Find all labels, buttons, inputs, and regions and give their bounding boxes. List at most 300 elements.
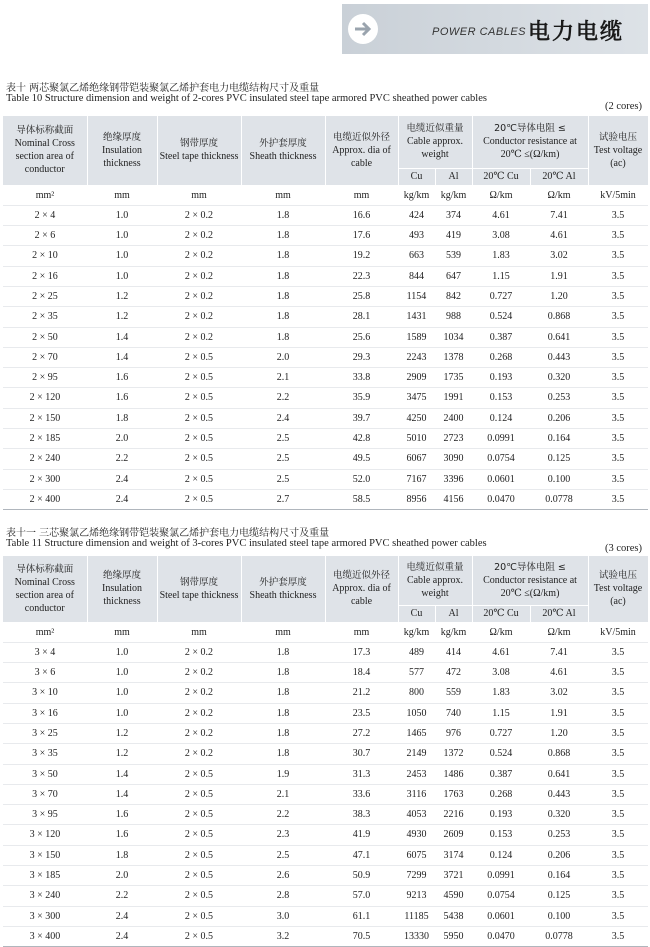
cell-weight-cu: 3116 <box>398 784 435 804</box>
cell-weight-al: 4590 <box>435 886 472 906</box>
cell-resistance-cu: 0.268 <box>472 784 530 804</box>
table-row <box>3 784 648 804</box>
cell-resistance-al: 0.641 <box>530 327 588 347</box>
cell-resistance-al: 0.443 <box>530 784 588 804</box>
cell-insulation: 2.0 <box>87 866 157 886</box>
cell-test-voltage: 3.5 <box>588 266 648 286</box>
cell-resistance-al: 0.0778 <box>530 489 588 509</box>
cell-sheath: 3.0 <box>241 906 325 926</box>
table-row <box>3 723 648 743</box>
cell-cross-section: 3 × 25 <box>3 723 87 743</box>
cell-weight-cu: 2453 <box>398 764 435 784</box>
cell-cross-section: 3 × 10 <box>3 683 87 703</box>
cell-resistance-cu: 1.83 <box>472 683 530 703</box>
table11 <box>3 556 649 947</box>
cell-resistance-al: 0.253 <box>530 388 588 408</box>
cell-test-voltage: 3.5 <box>588 307 648 327</box>
cell-weight-al: 976 <box>435 723 472 743</box>
header-weight-al: Al <box>435 605 472 622</box>
cell-steel-tape: 2 × 0.5 <box>157 449 241 469</box>
table-row <box>3 408 648 428</box>
cell-cross-section: 2 × 240 <box>3 449 87 469</box>
cell-sheath: 2.5 <box>241 429 325 449</box>
cell-weight-cu: 7299 <box>398 866 435 886</box>
cell-weight-cu: 493 <box>398 226 435 246</box>
cell-test-voltage: 3.5 <box>588 784 648 804</box>
cell-diameter: 50.9 <box>325 866 398 886</box>
cell-sheath: 1.8 <box>241 663 325 683</box>
cell-weight-al: 842 <box>435 286 472 306</box>
cell-sheath: 2.7 <box>241 489 325 509</box>
table-row <box>3 266 648 286</box>
cell-steel-tape: 2 × 0.5 <box>157 489 241 509</box>
cell-test-voltage: 3.5 <box>588 449 648 469</box>
cell-sheath: 3.2 <box>241 926 325 946</box>
cell-diameter: 38.3 <box>325 805 398 825</box>
cell-weight-cu: 11185 <box>398 906 435 926</box>
unit-resistance-al: Ω/km <box>547 626 571 638</box>
cell-diameter: 61.1 <box>325 906 398 926</box>
cell-insulation: 1.2 <box>87 307 157 327</box>
cell-resistance-al: 7.41 <box>530 642 588 662</box>
header-sheath-thickness: 外护套厚度 Sheath thickness <box>241 116 325 185</box>
cell-resistance-cu: 4.61 <box>472 642 530 662</box>
cell-cross-section: 3 × 185 <box>3 866 87 886</box>
cell-diameter: 31.3 <box>325 764 398 784</box>
cell-steel-tape: 2 × 0.2 <box>157 246 241 266</box>
table-row <box>3 906 648 926</box>
cell-insulation: 1.0 <box>87 703 157 723</box>
cell-weight-al: 1378 <box>435 347 472 367</box>
cell-test-voltage: 3.5 <box>588 388 648 408</box>
cell-test-voltage: 3.5 <box>588 703 648 723</box>
cell-resistance-cu: 1.15 <box>472 266 530 286</box>
cell-resistance-al: 3.02 <box>530 246 588 266</box>
cell-insulation: 1.0 <box>87 266 157 286</box>
cell-diameter: 30.7 <box>325 744 398 764</box>
cell-resistance-cu: 0.0470 <box>472 926 530 946</box>
cell-resistance-al: 0.253 <box>530 825 588 845</box>
table-row <box>3 226 648 246</box>
cell-sheath: 1.8 <box>241 744 325 764</box>
cell-cross-section: 3 × 6 <box>3 663 87 683</box>
cell-cross-section: 3 × 4 <box>3 642 87 662</box>
header-nominal-cross-section: 导体标称截面 Nominal Cross section area of conductor <box>3 556 87 622</box>
cell-test-voltage: 3.5 <box>588 368 648 388</box>
cell-insulation: 1.0 <box>87 683 157 703</box>
cell-insulation: 1.4 <box>87 784 157 804</box>
cell-resistance-al: 1.91 <box>530 703 588 723</box>
cell-resistance-al: 0.641 <box>530 764 588 784</box>
cell-cross-section: 3 × 400 <box>3 926 87 946</box>
cell-weight-al: 2216 <box>435 805 472 825</box>
unit-steel-tape: mm <box>191 626 207 638</box>
cell-steel-tape: 2 × 0.5 <box>157 926 241 946</box>
cell-test-voltage: 3.5 <box>588 886 648 906</box>
cell-weight-cu: 424 <box>398 205 435 225</box>
cell-resistance-cu: 4.61 <box>472 205 530 225</box>
cell-weight-al: 539 <box>435 246 472 266</box>
unit-insulation: mm <box>114 626 130 638</box>
table-row <box>3 205 648 225</box>
cell-diameter: 17.3 <box>325 642 398 662</box>
cell-resistance-cu: 0.727 <box>472 286 530 306</box>
cell-insulation: 2.2 <box>87 449 157 469</box>
cell-resistance-al: 1.20 <box>530 723 588 743</box>
cell-sheath: 1.8 <box>241 246 325 266</box>
cell-steel-tape: 2 × 0.5 <box>157 784 241 804</box>
cell-sheath: 2.4 <box>241 408 325 428</box>
cell-resistance-al: 0.868 <box>530 307 588 327</box>
unit-test-voltage: kV/5min <box>600 189 636 201</box>
cell-resistance-al: 0.868 <box>530 744 588 764</box>
cell-weight-al: 3721 <box>435 866 472 886</box>
header-steel-tape-thickness: 钢带厚度 Steel tape thickness <box>157 556 241 622</box>
cell-resistance-cu: 0.387 <box>472 327 530 347</box>
cell-weight-cu: 800 <box>398 683 435 703</box>
cell-sheath: 1.8 <box>241 327 325 347</box>
cell-test-voltage: 3.5 <box>588 723 648 743</box>
cell-sheath: 2.1 <box>241 368 325 388</box>
cell-steel-tape: 2 × 0.2 <box>157 307 241 327</box>
cell-sheath: 2.2 <box>241 388 325 408</box>
cell-sheath: 1.8 <box>241 723 325 743</box>
table-row <box>3 663 648 683</box>
table-row <box>3 805 648 825</box>
table-row <box>3 388 648 408</box>
cell-test-voltage: 3.5 <box>588 286 648 306</box>
cell-steel-tape: 2 × 0.2 <box>157 205 241 225</box>
table-row <box>3 368 648 388</box>
cell-diameter: 23.5 <box>325 703 398 723</box>
cell-insulation: 1.4 <box>87 327 157 347</box>
cell-sheath: 1.8 <box>241 307 325 327</box>
header-insulation-thickness: 绝缘厚度 Insulation thickness <box>87 556 157 622</box>
header-resistance-al: 20℃ Al <box>530 168 588 185</box>
table11-cores-label: (3 cores) <box>604 543 642 554</box>
cell-weight-cu: 1589 <box>398 327 435 347</box>
unit-weight-cu: kg/km <box>403 189 430 201</box>
cell-test-voltage: 3.5 <box>588 429 648 449</box>
cell-diameter: 17.6 <box>325 226 398 246</box>
cell-resistance-cu: 1.83 <box>472 246 530 266</box>
cell-resistance-cu: 0.524 <box>472 744 530 764</box>
cell-resistance-cu: 0.0601 <box>472 469 530 489</box>
cell-resistance-al: 1.20 <box>530 286 588 306</box>
header-weight-cu: Cu <box>398 605 435 622</box>
cell-resistance-cu: 0.0991 <box>472 429 530 449</box>
header-conductor-resistance: 20℃导体电阻 ≤ Conductor resistance at 20℃ ≤(Ω/km) <box>472 116 588 168</box>
cell-resistance-al: 0.125 <box>530 449 588 469</box>
cell-steel-tape: 2 × 0.5 <box>157 906 241 926</box>
cell-steel-tape: 2 × 0.5 <box>157 388 241 408</box>
unit-steel-tape: mm <box>191 189 207 201</box>
cell-test-voltage: 3.5 <box>588 408 648 428</box>
cell-weight-al: 1372 <box>435 744 472 764</box>
cell-diameter: 42.8 <box>325 429 398 449</box>
cell-test-voltage: 3.5 <box>588 845 648 865</box>
cell-diameter: 22.3 <box>325 266 398 286</box>
cell-cross-section: 3 × 50 <box>3 764 87 784</box>
table10-caption-en: Table 10 Structure dimension and weight of 2-cores PVC insulated steel tape armored PVC sheathed power cables <box>6 93 487 104</box>
cell-cross-section: 2 × 70 <box>3 347 87 367</box>
table-row <box>3 347 648 367</box>
cell-steel-tape: 2 × 0.2 <box>157 327 241 347</box>
header-conductor-resistance: 20℃导体电阻 ≤ Conductor resistance at 20℃ ≤(Ω/km) <box>472 556 588 605</box>
cell-resistance-cu: 0.193 <box>472 368 530 388</box>
cell-insulation: 2.4 <box>87 489 157 509</box>
cell-steel-tape: 2 × 0.2 <box>157 703 241 723</box>
cell-cross-section: 2 × 35 <box>3 307 87 327</box>
header-test-voltage: 试验电压 Test voltage (ac) <box>588 116 648 185</box>
cell-diameter: 18.4 <box>325 663 398 683</box>
cell-weight-cu: 844 <box>398 266 435 286</box>
cell-test-voltage: 3.5 <box>588 866 648 886</box>
table10 <box>3 116 649 510</box>
cell-weight-al: 2400 <box>435 408 472 428</box>
cell-sheath: 2.1 <box>241 784 325 804</box>
cell-diameter: 47.1 <box>325 845 398 865</box>
cell-sheath: 1.8 <box>241 642 325 662</box>
table-row <box>3 926 648 946</box>
cell-resistance-al: 0.0778 <box>530 926 588 946</box>
cell-weight-al: 3396 <box>435 469 472 489</box>
cell-sheath: 2.0 <box>241 347 325 367</box>
cell-resistance-al: 0.206 <box>530 845 588 865</box>
table-row <box>3 683 648 703</box>
cell-insulation: 1.0 <box>87 663 157 683</box>
cell-steel-tape: 2 × 0.2 <box>157 226 241 246</box>
cell-resistance-al: 0.164 <box>530 866 588 886</box>
cell-diameter: 41.9 <box>325 825 398 845</box>
cell-resistance-cu: 0.0991 <box>472 866 530 886</box>
table-row <box>3 703 648 723</box>
cell-sheath: 1.8 <box>241 683 325 703</box>
unit-diameter: mm <box>353 626 370 638</box>
unit-diameter: mm <box>353 189 370 201</box>
table11-caption-en: Table 11 Structure dimension and weight of 3-cores PVC insulated steel tape armored PVC sheathed power cables <box>6 538 487 549</box>
table-row <box>3 307 648 327</box>
cell-steel-tape: 2 × 0.5 <box>157 805 241 825</box>
cell-weight-al: 3174 <box>435 845 472 865</box>
cell-cross-section: 2 × 400 <box>3 489 87 509</box>
cell-test-voltage: 3.5 <box>588 764 648 784</box>
cell-sheath: 1.9 <box>241 764 325 784</box>
cell-weight-cu: 4930 <box>398 825 435 845</box>
cell-weight-cu: 3475 <box>398 388 435 408</box>
cell-steel-tape: 2 × 0.2 <box>157 723 241 743</box>
cell-resistance-al: 0.206 <box>530 408 588 428</box>
cell-cross-section: 3 × 16 <box>3 703 87 723</box>
cell-steel-tape: 2 × 0.5 <box>157 845 241 865</box>
cell-diameter: 57.0 <box>325 886 398 906</box>
cell-weight-al: 740 <box>435 703 472 723</box>
cell-weight-al: 647 <box>435 266 472 286</box>
cell-resistance-cu: 0.0601 <box>472 906 530 926</box>
cell-sheath: 2.5 <box>241 845 325 865</box>
cell-resistance-al: 4.61 <box>530 226 588 246</box>
cell-sheath: 1.8 <box>241 703 325 723</box>
cell-cross-section: 2 × 50 <box>3 327 87 347</box>
cell-test-voltage: 3.5 <box>588 642 648 662</box>
cell-steel-tape: 2 × 0.5 <box>157 886 241 906</box>
cell-weight-al: 1034 <box>435 327 472 347</box>
cell-resistance-al: 0.125 <box>530 886 588 906</box>
cell-diameter: 58.5 <box>325 489 398 509</box>
cell-sheath: 1.8 <box>241 266 325 286</box>
cell-steel-tape: 2 × 0.5 <box>157 408 241 428</box>
cell-weight-al: 472 <box>435 663 472 683</box>
table-row <box>3 744 648 764</box>
table10-caption-cn: 表十 两芯聚氯乙烯绝缘钢带铠装聚氯乙烯护套电力电缆结构尺寸及重量 <box>6 83 320 94</box>
unit-cross-section: mm² <box>35 189 55 201</box>
cell-insulation: 2.4 <box>87 469 157 489</box>
unit-weight-al: kg/km <box>440 189 467 201</box>
cell-weight-al: 1991 <box>435 388 472 408</box>
cell-resistance-cu: 0.153 <box>472 825 530 845</box>
arrow-right-icon <box>348 14 378 44</box>
cell-test-voltage: 3.5 <box>588 744 648 764</box>
cell-resistance-cu: 3.08 <box>472 226 530 246</box>
table-row <box>3 489 648 509</box>
cell-weight-al: 988 <box>435 307 472 327</box>
cell-weight-cu: 577 <box>398 663 435 683</box>
cell-sheath: 2.8 <box>241 886 325 906</box>
cell-weight-al: 1486 <box>435 764 472 784</box>
cell-resistance-cu: 0.0754 <box>472 886 530 906</box>
cell-cross-section: 3 × 150 <box>3 845 87 865</box>
cell-test-voltage: 3.5 <box>588 347 648 367</box>
table-row <box>3 866 648 886</box>
unit-sheath: mm <box>275 626 291 638</box>
cell-weight-al: 5950 <box>435 926 472 946</box>
cell-insulation: 2.0 <box>87 429 157 449</box>
cell-resistance-al: 0.100 <box>530 906 588 926</box>
cell-test-voltage: 3.5 <box>588 327 648 347</box>
cell-weight-cu: 2243 <box>398 347 435 367</box>
cell-weight-al: 5438 <box>435 906 472 926</box>
header-banner <box>342 4 648 54</box>
cell-resistance-cu: 3.08 <box>472 663 530 683</box>
cell-steel-tape: 2 × 0.2 <box>157 663 241 683</box>
cell-sheath: 2.3 <box>241 825 325 845</box>
cell-insulation: 2.4 <box>87 906 157 926</box>
cell-resistance-cu: 0.153 <box>472 388 530 408</box>
cell-sheath: 2.2 <box>241 805 325 825</box>
table-row <box>3 642 648 662</box>
cell-insulation: 1.6 <box>87 825 157 845</box>
header-insulation-thickness: 绝缘厚度 Insulation thickness <box>87 116 157 185</box>
cell-resistance-cu: 0.0754 <box>472 449 530 469</box>
header-resistance-cu: 20℃ Cu <box>472 605 530 622</box>
cell-sheath: 2.5 <box>241 449 325 469</box>
cell-insulation: 1.6 <box>87 805 157 825</box>
banner-title-cn: 电力电缆 <box>528 20 625 45</box>
cell-insulation: 1.4 <box>87 764 157 784</box>
header-cable-weight: 电缆近似重量 Cable approx. weight <box>398 116 472 168</box>
units-row <box>3 622 648 642</box>
cell-diameter: 29.3 <box>325 347 398 367</box>
cell-insulation: 1.8 <box>87 408 157 428</box>
cell-weight-al: 4156 <box>435 489 472 509</box>
cell-diameter: 70.5 <box>325 926 398 946</box>
table-row <box>3 825 648 845</box>
cell-steel-tape: 2 × 0.5 <box>157 429 241 449</box>
header-resistance-al: 20℃ Al <box>530 605 588 622</box>
cell-resistance-al: 0.164 <box>530 429 588 449</box>
cell-weight-cu: 6067 <box>398 449 435 469</box>
header-sheath-thickness: 外护套厚度 Sheath thickness <box>241 556 325 622</box>
banner-title-en: POWER CABLES <box>432 26 527 38</box>
cell-test-voltage: 3.5 <box>588 469 648 489</box>
header-test-voltage: 试验电压 Test voltage (ac) <box>588 556 648 622</box>
cell-test-voltage: 3.5 <box>588 805 648 825</box>
header-cable-weight: 电缆近似重量 Cable approx. weight <box>398 556 472 605</box>
cell-resistance-al: 4.61 <box>530 663 588 683</box>
cell-test-voltage: 3.5 <box>588 489 648 509</box>
cell-steel-tape: 2 × 0.2 <box>157 266 241 286</box>
cell-weight-al: 2609 <box>435 825 472 845</box>
header-approx-dia: 电缆近似外径 Approx. dia of cable <box>325 556 398 622</box>
cell-weight-cu: 5010 <box>398 429 435 449</box>
cell-cross-section: 2 × 95 <box>3 368 87 388</box>
cell-diameter: 16.6 <box>325 205 398 225</box>
cell-cross-section: 2 × 4 <box>3 205 87 225</box>
cell-weight-cu: 489 <box>398 642 435 662</box>
cell-steel-tape: 2 × 0.5 <box>157 347 241 367</box>
cell-diameter: 21.2 <box>325 683 398 703</box>
cell-insulation: 1.4 <box>87 347 157 367</box>
cell-diameter: 19.2 <box>325 246 398 266</box>
cell-insulation: 1.6 <box>87 388 157 408</box>
unit-weight-cu: kg/km <box>403 626 430 638</box>
cell-resistance-cu: 0.193 <box>472 805 530 825</box>
cell-weight-cu: 4053 <box>398 805 435 825</box>
table10-cores-label: (2 cores) <box>604 101 642 112</box>
table-row <box>3 469 648 489</box>
cell-insulation: 1.0 <box>87 246 157 266</box>
cell-sheath: 1.8 <box>241 226 325 246</box>
cell-resistance-cu: 0.268 <box>472 347 530 367</box>
cell-steel-tape: 2 × 0.5 <box>157 866 241 886</box>
cell-diameter: 52.0 <box>325 469 398 489</box>
cell-cross-section: 2 × 185 <box>3 429 87 449</box>
cell-test-voltage: 3.5 <box>588 926 648 946</box>
unit-sheath: mm <box>275 189 291 201</box>
header-approx-dia: 电缆近似外径 Approx. dia of cable <box>325 116 398 185</box>
unit-resistance-cu: Ω/km <box>489 189 513 201</box>
cell-steel-tape: 2 × 0.2 <box>157 642 241 662</box>
cell-cross-section: 3 × 35 <box>3 744 87 764</box>
cell-insulation: 1.6 <box>87 368 157 388</box>
cell-cross-section: 2 × 25 <box>3 286 87 306</box>
cell-cross-section: 2 × 300 <box>3 469 87 489</box>
cell-weight-al: 419 <box>435 226 472 246</box>
cell-resistance-cu: 0.524 <box>472 307 530 327</box>
cell-resistance-cu: 1.15 <box>472 703 530 723</box>
cell-weight-al: 2723 <box>435 429 472 449</box>
header-nominal-cross-section: 导体标称截面 Nominal Cross section area of conductor <box>3 116 87 185</box>
cell-sheath: 2.6 <box>241 866 325 886</box>
table-row <box>3 845 648 865</box>
cell-steel-tape: 2 × 0.5 <box>157 764 241 784</box>
table-row <box>3 449 648 469</box>
cell-weight-cu: 2909 <box>398 368 435 388</box>
table-row <box>3 246 648 266</box>
header-weight-al: Al <box>435 168 472 185</box>
cell-weight-cu: 8956 <box>398 489 435 509</box>
cell-resistance-cu: 0.0470 <box>472 489 530 509</box>
